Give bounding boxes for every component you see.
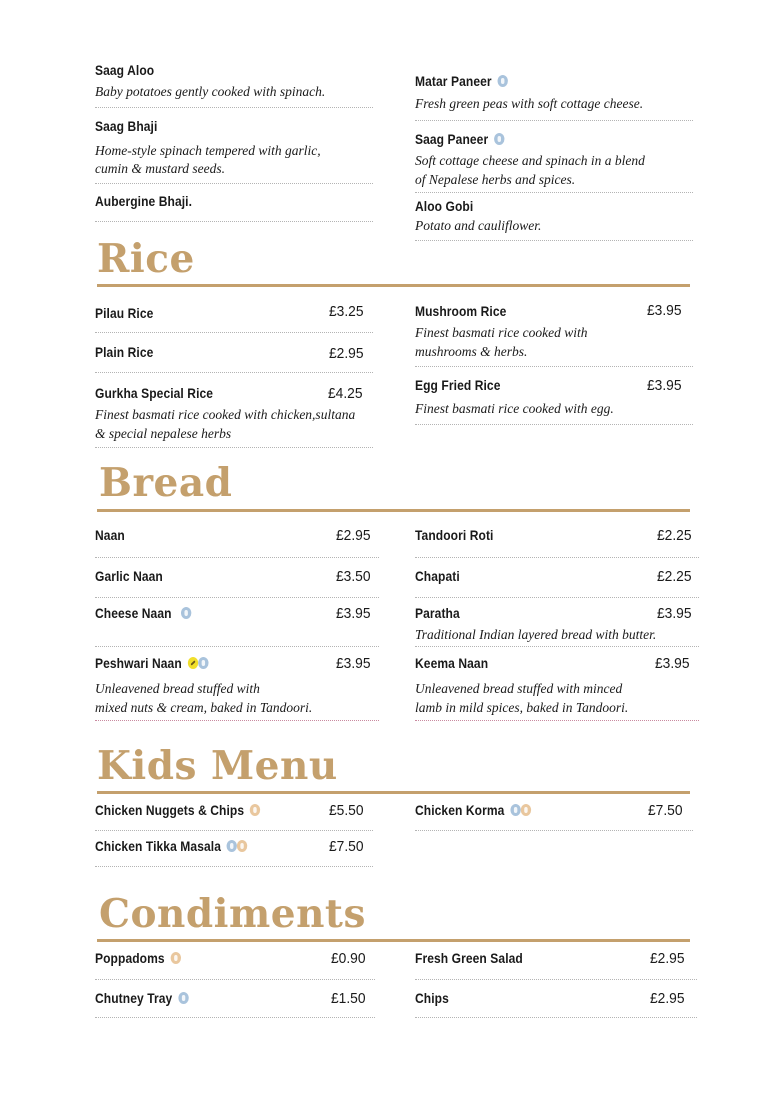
dotted-divider	[415, 424, 693, 425]
dotted-divider	[95, 979, 375, 980]
item-price: £7.50	[329, 838, 364, 855]
item-name: Chutney Tray	[95, 990, 189, 1006]
dotted-divider	[95, 221, 373, 222]
item-name: Garlic Naan	[95, 568, 163, 584]
item-price: £2.95	[336, 527, 371, 544]
section-rule	[97, 939, 690, 942]
item-description: mushrooms & herbs.	[415, 344, 528, 359]
item-price: £2.25	[657, 527, 692, 544]
item-name: Matar Paneer	[415, 73, 508, 89]
item-name: Chicken Nuggets & Chips	[95, 802, 260, 818]
item-price: £3.95	[657, 605, 692, 622]
dotted-divider	[415, 366, 693, 367]
item-name: Saag Aloo	[95, 62, 155, 78]
dotted-divider	[415, 240, 693, 241]
vegetarian-icon	[494, 133, 504, 145]
item-price: £2.95	[329, 345, 364, 362]
item-price: £4.25	[328, 385, 363, 402]
item-description: Baby potatoes gently cooked with spinach.	[95, 84, 326, 99]
section-heading-bread: Bread	[99, 460, 233, 506]
item-description: Finest basmati rice cooked with egg.	[415, 401, 614, 416]
dotted-divider	[95, 447, 373, 448]
dotted-divider	[95, 646, 379, 647]
item-description: & special nepalese herbs	[95, 426, 232, 441]
item-name: Naan	[95, 527, 125, 543]
dotted-divider	[95, 1017, 375, 1018]
vegetarian-icon	[178, 992, 188, 1004]
item-name: Gurkha Special Rice	[95, 385, 214, 401]
item-price: £0.90	[331, 950, 366, 967]
vegetarian-icon	[181, 607, 191, 619]
item-description: Soft cottage cheese and spinach in a blend	[415, 153, 645, 168]
vegetarian-icon	[498, 75, 508, 87]
item-description: of Nepalese herbs and spices.	[415, 172, 576, 187]
dotted-divider	[415, 120, 693, 121]
vegetarian-icon	[198, 657, 208, 669]
dotted-divider	[95, 332, 373, 333]
dotted-divider	[95, 557, 379, 558]
item-description: Finest basmati rice cooked with chicken,sultana	[95, 407, 356, 422]
dotted-divider	[415, 597, 699, 598]
section-heading-rice: Rice	[97, 236, 195, 282]
item-name: Peshwari Naan	[95, 655, 208, 671]
dotted-divider	[415, 979, 697, 980]
item-price: £3.95	[655, 655, 690, 672]
dotted-divider	[95, 830, 373, 831]
dotted-divider	[415, 830, 693, 831]
item-name: Egg Fried Rice	[415, 377, 501, 393]
item-price: £5.50	[329, 802, 364, 819]
section-heading-kids-menu: Kids Menu	[97, 743, 338, 789]
item-price: £3.25	[329, 303, 364, 320]
item-name: Saag Paneer	[415, 131, 505, 147]
item-name: Chapati	[415, 568, 460, 584]
section-rule	[97, 791, 690, 794]
item-price: £3.95	[647, 377, 682, 394]
item-name: Keema Naan	[415, 655, 489, 671]
item-price: £3.50	[336, 568, 371, 585]
item-name: Cheese Naan	[95, 605, 191, 621]
item-description: mixed nuts & cream, baked in Tandoori.	[95, 700, 313, 715]
item-name: Aubergine Bhaji.	[95, 193, 193, 209]
dotted-divider	[95, 107, 373, 108]
dotted-divider	[415, 720, 699, 721]
item-name: Chicken Korma	[415, 802, 531, 818]
dotted-divider	[95, 372, 373, 373]
item-description: Finest basmati rice cooked with	[415, 325, 588, 340]
mild-icon	[521, 804, 531, 816]
dotted-divider	[95, 183, 373, 184]
item-description: Unleavened bread stuffed with minced	[415, 681, 623, 696]
item-name: Chips	[415, 990, 449, 1006]
mild-icon	[237, 840, 247, 852]
item-price: £7.50	[648, 802, 683, 819]
item-name: Chicken Tikka Masala	[95, 838, 248, 854]
dotted-divider	[415, 192, 693, 193]
dotted-divider	[95, 597, 379, 598]
item-description: Traditional Indian layered bread with butter.	[415, 627, 657, 642]
item-description: Home-style spinach tempered with garlic,	[95, 143, 321, 158]
item-price: £3.95	[336, 605, 371, 622]
dotted-divider	[95, 720, 379, 721]
section-heading-condiments: Condiments	[99, 891, 366, 937]
section-rule	[97, 284, 690, 287]
item-price: £3.95	[336, 655, 371, 672]
mild-icon	[171, 952, 181, 964]
item-name: Paratha	[415, 605, 460, 621]
item-name: Mushroom Rice	[415, 303, 507, 319]
item-name: Saag Bhaji	[95, 118, 158, 134]
item-description: cumin & mustard seeds.	[95, 161, 225, 176]
item-price: £2.25	[657, 568, 692, 585]
item-name: Fresh Green Salad	[415, 950, 523, 966]
vegetarian-icon	[227, 840, 237, 852]
item-name: Poppadoms	[95, 950, 181, 966]
dotted-divider	[415, 1017, 697, 1018]
section-rule	[97, 509, 690, 512]
item-description: lamb in mild spices, baked in Tandoori.	[415, 700, 629, 715]
nuts-icon	[188, 657, 198, 669]
item-price: £1.50	[331, 990, 366, 1007]
item-name: Aloo Gobi	[415, 198, 474, 214]
mild-icon	[250, 804, 260, 816]
vegetarian-icon	[510, 804, 520, 816]
dotted-divider	[95, 866, 373, 867]
item-description: Unleavened bread stuffed with	[95, 681, 260, 696]
item-name: Plain Rice	[95, 344, 154, 360]
dotted-divider	[415, 646, 699, 647]
item-description: Fresh green peas with soft cottage cheese.	[415, 96, 644, 111]
item-price: £2.95	[650, 950, 685, 967]
item-description: Potato and cauliflower.	[415, 218, 542, 233]
dotted-divider	[415, 557, 699, 558]
item-name: Tandoori Roti	[415, 527, 494, 543]
item-name: Pilau Rice	[95, 305, 154, 321]
item-price: £2.95	[650, 990, 685, 1007]
item-price: £3.95	[647, 302, 682, 319]
